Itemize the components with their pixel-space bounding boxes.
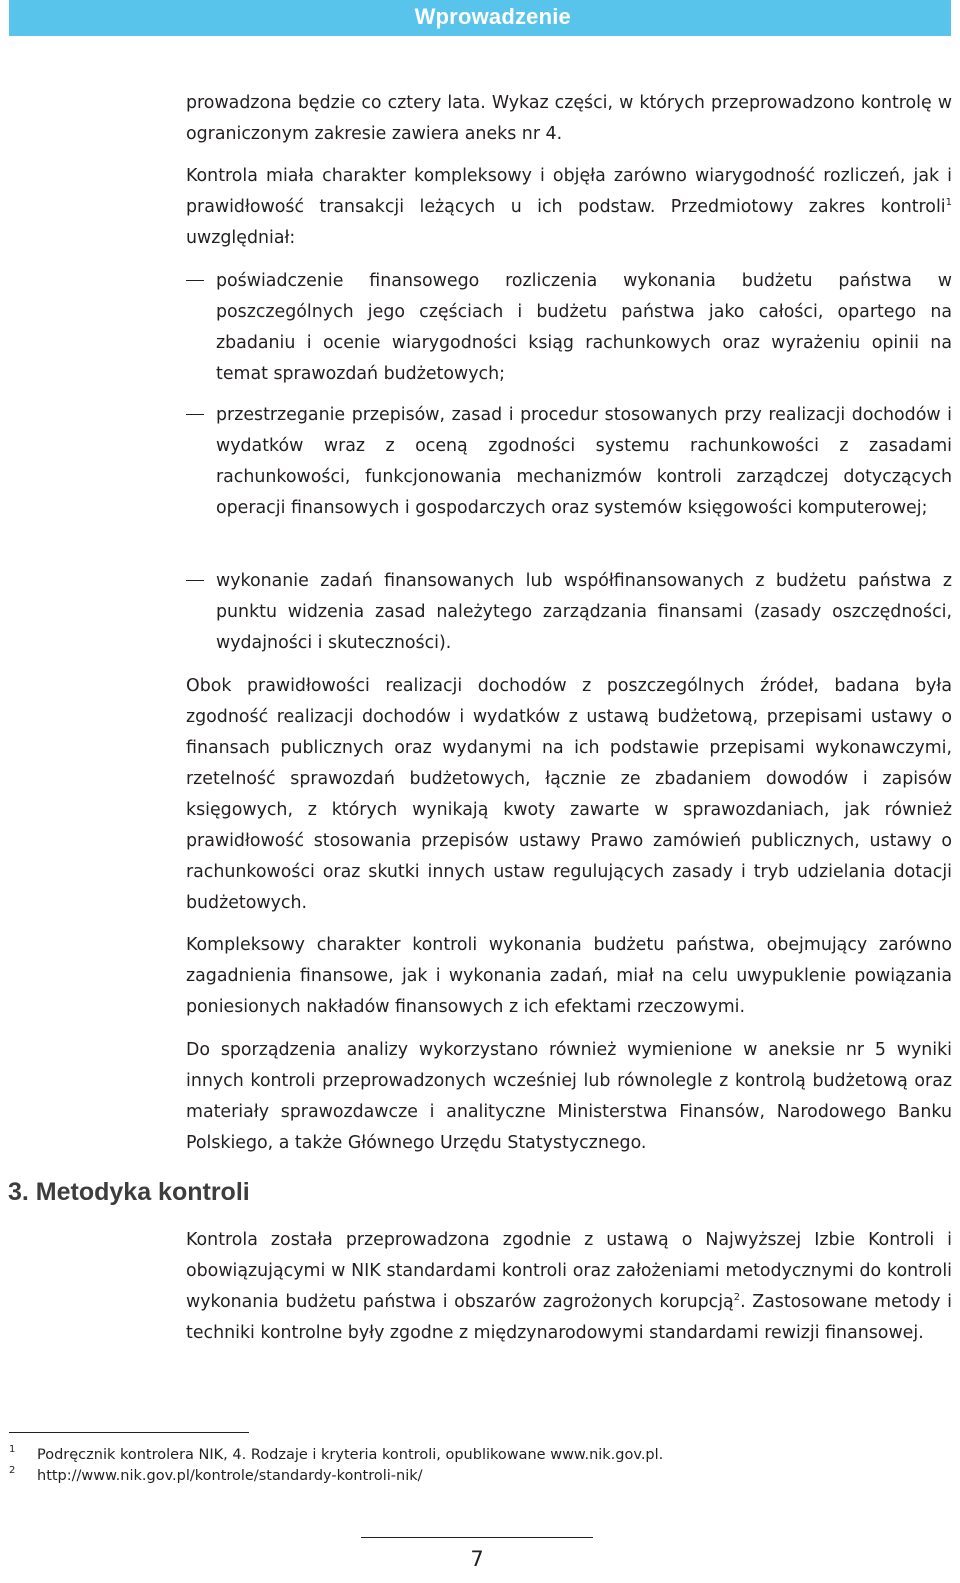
footnote-link: http://www.nik.gov.pl/kontrole/standardy-kontroli-nik/ bbox=[37, 1468, 423, 1484]
footnote-text: Podręcznik kontrolera NIK, 4. Rodzaje i kryteria kontroli, opublikowane www.nik.gov.pl. bbox=[37, 1447, 664, 1463]
paragraph-methodology-text: Kontrola została przeprowadzona zgodnie z ustawą o Najwyższej Izbie Kontroli i obowiązującymi w NIK standardami kontroli oraz założeniami metodycznymi do kontroli wykonania budżetu państwa i obszarów zagrożonych korupcją bbox=[186, 1230, 952, 1312]
footnote-ref-1: 1 bbox=[945, 197, 952, 208]
footnote-divider bbox=[9, 1432, 249, 1433]
footnote bbox=[9, 1446, 909, 1464]
bullet-dash bbox=[186, 580, 204, 581]
section-heading: 3. Metodyka kontroli bbox=[8, 1178, 250, 1206]
paragraph-complex-character: Kompleksowy charakter kontroli wykonania budżetu państwa, obejmujący zarówno zagadnienia finansowe, jak i wykonania zadań, miał na celu uwypuklenie powiązania poniesionych nakładów finansowych z ich efektami rzeczowymi. bbox=[186, 935, 952, 1017]
page-number-rule bbox=[361, 1537, 593, 1538]
paragraph-methodology-tail: . Zastosowane metody i techniki kontrolne były zgodne z międzynarodowymi standardami rewizji finansowej. bbox=[186, 1292, 952, 1343]
footnote-number: 2 bbox=[9, 1465, 16, 1476]
bullet-item bbox=[186, 400, 952, 524]
paragraph-continued: prowadzona będzie co cztery lata. Wykaz części, w których przeprowadzono kontrolę w ograniczonym zakresie zawiera aneks nr 4. bbox=[186, 93, 952, 144]
header-bar bbox=[9, 0, 951, 36]
paragraph-methodology bbox=[186, 1225, 952, 1349]
header-title: Wprowadzenie bbox=[414, 4, 571, 29]
bullet-item bbox=[186, 266, 952, 390]
paragraph-scope-tail: uwzględniał: bbox=[186, 228, 296, 248]
bullet-dash bbox=[186, 280, 204, 281]
bullet-item bbox=[186, 566, 952, 659]
bullet-text: poświadczenie finansowego rozliczenia wykonania budżetu państwa w poszczególnych jego częściach i budżetu państwa jako całości, opartego na zbadaniu i ocenie wiarygodności ksiąg rachunkowych oraz wyrażeniu opinii na temat sprawozdań budżetowych; bbox=[216, 271, 952, 384]
bullet-dash bbox=[186, 414, 204, 415]
footnote bbox=[9, 1467, 909, 1485]
footnote-ref-2: 2 bbox=[733, 1292, 741, 1303]
paragraph-sources: Do sporządzenia analizy wykorzystano również wymienione w aneksie nr 5 wyniki innych kontroli przeprowadzonych wcześniej lub równolegle z kontrolą budżetową oraz materiały sprawozdawcze i analityczne Ministerstwa Finansów, Narodowego Banku Polskiego, a także Głównego Urzędu Statystycznego. bbox=[186, 1040, 952, 1153]
bullet-text: wykonanie zadań finansowanych lub współfinansowanych z budżetu państwa z punktu widzenia zasad należytego zarządzania finansami (zasady oszczędności, wydajności i skuteczności). bbox=[216, 571, 952, 653]
bullet-text: przestrzeganie przepisów, zasad i procedur stosowanych przy realizacji dochodów i wydatków wraz z oceną zgodności systemu rachunkowości z zasadami rachunkowości, funkcjonowania mechanizmów kontroli zarządczej dotyczących operacji finansowych i gospodarczych oraz systemów księgowości komputerowej; bbox=[216, 405, 952, 518]
footnote-number: 1 bbox=[9, 1444, 16, 1455]
paragraph-scope bbox=[186, 161, 952, 254]
paragraph-legality: Obok prawidłowości realizacji dochodów z poszczególnych źródeł, badana była zgodność realizacji dochodów i wydatków z ustawą budżetową, przepisami ustawy o finansach publicznych oraz wydanymi na ich podstawie przepisami wykonawczymi, rzetelność sprawozdań budżetowych, łącznie ze zbadaniem dowodów i zapisów księgowych, z których wynikają kwoty zawarte w sprawozdaniach, jak również prawidłowość stosowania przepisów ustawy Prawo zamówień publicznych, ustawy o rachunkowości oraz skutki innych ustaw regulujących zasady i tryb udzielania dotacji budżetowych. bbox=[186, 676, 952, 913]
paragraph-scope-text: Kontrola miała charakter kompleksowy i objęła zarówno wiarygodność rozliczeń, jak i prawidłowość transakcji leżących u ich podstaw. Przedmiotowy zakres kontroli bbox=[186, 166, 952, 217]
page-number: 7 bbox=[470, 1547, 484, 1571]
